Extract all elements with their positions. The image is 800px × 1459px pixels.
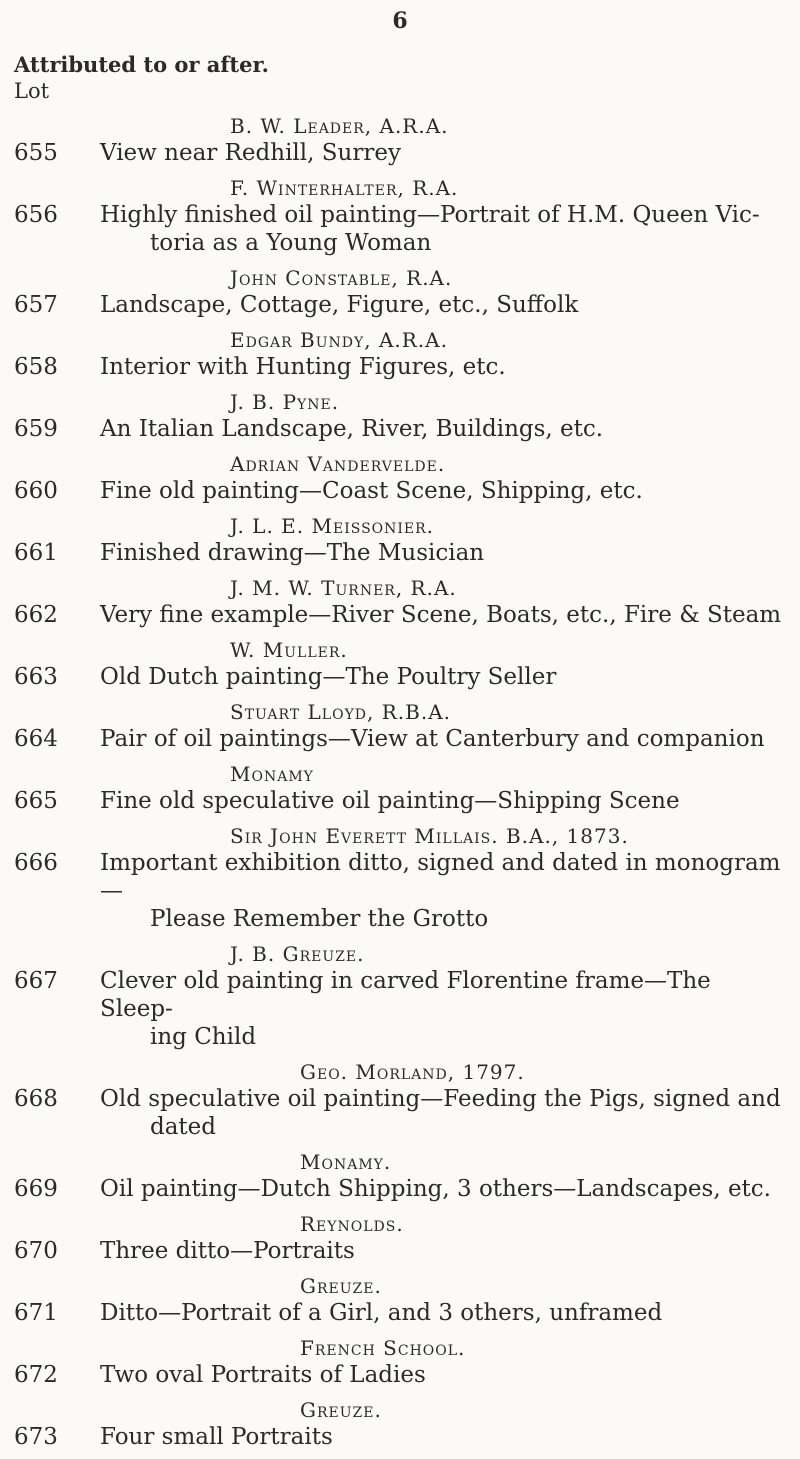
lot-description-text: Very fine example—River Scene, Boats, etc., Fire & Steam [100,602,782,628]
lot-artist: J. M. W. Turner, R.A. [230,576,457,600]
lot-number: 658 [14,354,58,380]
lot-entry [0,823,800,933]
lot-artist: Greuze. [300,1398,382,1422]
lot-artist: Greuze. [300,1274,382,1298]
lot-number: 673 [14,1424,58,1450]
lot-description [0,601,800,629]
lot-artist: Stuart Lloyd, R.B.A. [230,700,452,724]
lot-description-text: View near Redhill, Surrey [100,140,401,166]
lot-artist: B. W. Leader, A.R.A. [230,114,449,138]
lot-entry [0,389,800,443]
lot-number: 656 [14,202,58,228]
lot-description-text: Interior with Hunting Figures, etc. [100,354,506,380]
lot-entry [0,1397,800,1451]
lot-description [0,353,800,381]
lot-description-text: Three ditto—Portraits [100,1238,355,1264]
lot-description [0,1361,800,1389]
lot-artist: John Constable, R.A. [230,266,453,290]
lot-artist: Sir John Everett Millais. B.A., 1873. [230,824,629,848]
lot-artist: J. B. Pyne. [230,390,340,414]
lot-number: 655 [14,140,58,166]
lot-line [0,139,800,167]
lot-entry [0,941,800,1051]
lot-number: 666 [14,850,58,876]
lot-description-text: An Italian Landscape, River, Buildings, etc. [100,416,604,442]
lot-number: 672 [14,1362,58,1388]
lot-line [0,539,800,567]
lot-description-text: Finished drawing—The Musician [100,540,485,566]
lot-number: 669 [14,1176,58,1202]
lot-description [0,663,800,691]
lot-artist: Adrian Vanderveldе. [230,452,446,476]
lot-entry [0,327,800,381]
lot-line [0,601,800,629]
lot-line [0,787,800,815]
section-title: Attributed to or after. [14,52,269,77]
lot-number: 660 [14,478,58,504]
lot-description [0,1085,800,1141]
lot-artist: Reynolds. [300,1212,404,1236]
lot-description-continuation: toria as a Young Woman [150,230,432,256]
lot-description [0,477,800,505]
lot-description [0,1299,800,1327]
lot-description-text: Ditto—Portrait of a Girl, and 3 others, unframed [100,1300,663,1326]
lot-artist: Monamy. [300,1150,392,1174]
lot-artist: W. Muller. [230,638,348,662]
lot-description-continuation: dated [150,1114,217,1140]
lot-description [0,1237,800,1265]
lot-description [0,1423,800,1451]
lot-artist: J. L. E. Meissonier. [230,514,435,538]
lot-line [0,201,800,257]
lot-line [0,415,800,443]
lot-line [0,1361,800,1389]
lot-line [0,663,800,691]
lot-line [0,291,800,319]
lot-line [0,1085,800,1141]
lot-entry [0,1211,800,1265]
lot-description-text: Two oval Portraits of Ladies [100,1362,426,1388]
lot-entry [0,1335,800,1389]
lot-artist: J. B. Greuze. [230,942,365,966]
lot-number: 657 [14,292,58,318]
lot-number: 667 [14,968,58,994]
lot-entry [0,175,800,257]
lot-description [0,539,800,567]
lot-entry [0,451,800,505]
lot-description [0,849,800,933]
lot-number: 671 [14,1300,58,1326]
lot-artist: Geo. Morland, 1797. [300,1060,525,1084]
lot-column-label: Lot [14,79,50,103]
lot-line [0,849,800,933]
lot-number: 664 [14,726,58,752]
lot-line [0,1423,800,1451]
lot-entry [0,699,800,753]
lot-description-text: Old Dutch painting—The Poultry Seller [100,664,557,690]
lot-entry [0,113,800,167]
lot-description-continuation: Please Remember the Grotto [150,906,489,932]
lot-artist: F. Winterhalter, R.A. [230,176,459,200]
lot-description [0,415,800,443]
lot-number: 665 [14,788,58,814]
lot-description-text: Clever old painting in carved Florentine frame—The Sleep- [100,968,711,1022]
lot-description-text: Pair of oil paintings—View at Canterbury and companion [100,726,765,752]
lot-description [0,967,800,1051]
lot-line [0,1237,800,1265]
lot-number: 659 [14,416,58,442]
lot-line [0,1299,800,1327]
lot-artist: Edgar Bundy, A.R.A. [230,328,448,352]
lot-entry [0,265,800,319]
lot-entry [0,513,800,567]
lot-description [0,787,800,815]
page-number: 6 [392,8,408,34]
lot-description-text: Landscape, Cottage, Figure, etc., Suffolk [100,292,579,318]
lot-number: 661 [14,540,58,566]
lot-description [0,201,800,257]
lot-description [0,291,800,319]
lot-description-text: Fine old painting—Coast Scene, Shipping, etc. [100,478,643,504]
lot-list [0,113,800,1459]
lot-description-text: Oil painting—Dutch Shipping, 3 others—Landscapes, etc. [100,1176,771,1202]
lot-line [0,725,800,753]
lot-number: 662 [14,602,58,628]
lot-description-continuation: ing Child [150,1024,257,1050]
lot-entry [0,761,800,815]
lot-description-text: Fine old speculative oil painting—Shipping Scene [100,788,680,814]
lot-entry [0,1273,800,1327]
lot-line [0,353,800,381]
lot-number: 670 [14,1238,58,1264]
lot-number: 668 [14,1086,58,1112]
lot-artist: French School. [300,1336,466,1360]
lot-line [0,1175,800,1203]
lot-entry [0,637,800,691]
lot-description-text: Highly finished oil painting—Portrait of H.M. Queen Vic- [100,202,760,228]
lot-number: 663 [14,664,58,690]
lot-entry [0,575,800,629]
lot-description-text: Old speculative oil painting—Feeding the Pigs, signed and [100,1086,781,1112]
lot-line [0,967,800,1051]
lot-artist: Monamy [230,762,314,786]
lot-description [0,139,800,167]
lot-entry [0,1149,800,1203]
lot-description-text: Important exhibition ditto, signed and dated in monogram— [100,850,781,904]
lot-line [0,477,800,505]
lot-entry [0,1059,800,1141]
lot-description [0,1175,800,1203]
lot-description [0,725,800,753]
lot-description-text: Four small Portraits [100,1424,333,1450]
